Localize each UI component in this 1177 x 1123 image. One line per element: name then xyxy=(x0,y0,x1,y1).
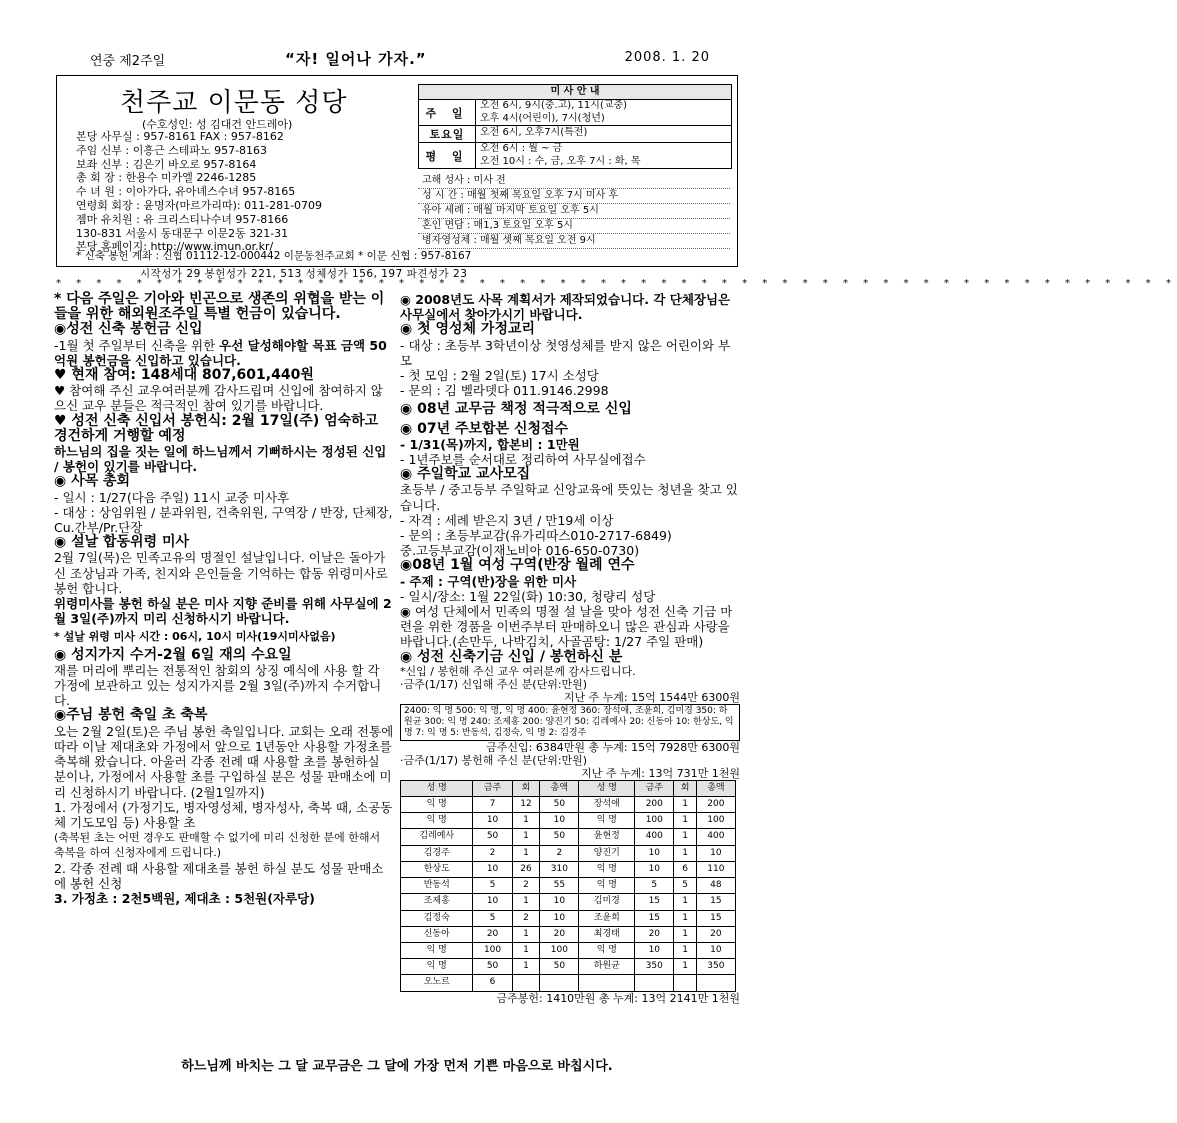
week-label: 연중 제2주일 xyxy=(90,54,166,69)
table-cell: 6 xyxy=(473,975,512,991)
table-cell: 1 xyxy=(674,959,696,975)
table-cell: 1 xyxy=(512,894,540,910)
table-cell: 26 xyxy=(512,861,540,877)
table-cell: 10 xyxy=(635,942,674,958)
table-cell: 200 xyxy=(696,797,735,813)
table-cell: 익 명 xyxy=(401,959,473,975)
donor-thanks: *신입 / 봉헌해 주신 교우 여러분께 감사드립니다. xyxy=(400,664,636,678)
table-cell: 한상도 xyxy=(401,861,473,877)
offering-prev-total: 지난 주 누계: 13억 731만 1천원 xyxy=(581,766,740,780)
table-row xyxy=(401,861,736,877)
mass-row-label: 주 일 xyxy=(419,100,476,125)
table-header-cell: 회 xyxy=(674,780,696,796)
table-cell: 2 xyxy=(512,910,540,926)
info-line: 유아 세례 : 매월 마지막 토요일 오후 5시 xyxy=(418,204,730,219)
table-cell xyxy=(696,975,735,991)
table-cell: 5 xyxy=(635,878,674,894)
table-cell: 조제홍 xyxy=(401,894,473,910)
communion-line: - 문의 : 김 벨라뎃다 011.9146.2998 xyxy=(400,383,609,399)
table-row xyxy=(401,813,736,829)
table-cell: 김미경 xyxy=(579,894,635,910)
table-row xyxy=(401,845,736,861)
table-row xyxy=(401,910,736,926)
table-row xyxy=(401,829,736,845)
table-row xyxy=(401,959,736,975)
table-cell: 신동아 xyxy=(401,926,473,942)
table-cell: 김경주 xyxy=(401,845,473,861)
sacrament-info xyxy=(418,174,730,249)
table-cell: 1 xyxy=(674,942,696,958)
table-cell: 20 xyxy=(540,926,579,942)
teacher-line: 초등부 / 중고등부 주일학교 신앙교육에 뜻있는 청년을 찾고 있습니다. xyxy=(400,482,738,513)
section-heading: ◉주님 봉헌 축일 초 축복 xyxy=(54,707,208,724)
table-cell: 1 xyxy=(674,829,696,845)
table-cell: 400 xyxy=(696,829,735,845)
table-row xyxy=(401,926,736,942)
women-theme: - 주제 : 구역(반)장을 위한 미사 xyxy=(400,573,577,589)
table-cell: 10 xyxy=(540,910,579,926)
table-cell: 1 xyxy=(512,845,540,861)
donor-prev-total: 지난 주 누계: 15억 1544만 6300원 xyxy=(563,690,740,704)
table-cell: 1 xyxy=(512,942,540,958)
teacher-line: - 문의 : 초등부교감(유가리따스010-2717-6849) xyxy=(400,528,672,544)
table-cell: 100 xyxy=(635,813,674,829)
table-cell: 윤현정 xyxy=(579,829,635,845)
table-cell: 50 xyxy=(540,959,579,975)
table-row xyxy=(401,975,736,991)
candle-item: 2. 각종 전례 때 사용할 제대초를 봉헌 하실 분도 성물 판매소에 봉헌 신청 xyxy=(54,860,384,891)
date: 2008. 1. 20 xyxy=(624,50,710,65)
women-sale: ◉ 여성 단체에서 민족의 명절 설 날을 맞아 성전 신축 기금 마련을 위한 경품을 이번주부터 판매하오니 많은 관심과 사랑을 바랍니다.(손만두, 나박김치, 사골곰탕: 1/27 주일 판매) xyxy=(400,604,733,650)
table-cell: 최경태 xyxy=(579,926,635,942)
staff-line: 총 회 장 : 한용수 미카엘 2246-1285 xyxy=(76,171,257,185)
table-cell: 1 xyxy=(674,894,696,910)
table-cell: 1 xyxy=(674,797,696,813)
mass-row-label: 토요일 xyxy=(419,126,476,142)
mass-schedule xyxy=(418,84,732,169)
account-line: * 신축 봉헌 계좌 : 신협 01112-12-000442 이문동천주교회 * 이문 신협 : 957-8167 xyxy=(76,250,472,262)
donor-list: 2400: 익 명 500: 익 명, 익 명 400: 윤현정 360: 장석애, 조윤희, 김미경 350: 하원균 300: 익 명 240: 조제홍 200: 양진기 50: 김레예사 20: 신동아 10: 한상도, 익 명 7: 익 명 5: 반동석, 김정숙, 익 명 2: 김경주 xyxy=(400,704,740,741)
table-cell: 100 xyxy=(696,813,735,829)
table-cell: 10 xyxy=(473,894,512,910)
pledge-hope: 하느님의 집을 짓는 일에 하느님께서 기뻐하시는 정성된 신입 / 봉헌이 있기를 바랍니다. xyxy=(54,444,387,475)
bulletin-line: - 1/31(목)까지, 합본비 : 1만원 xyxy=(400,436,580,452)
donor-week: ·금주(1/17) 신입해 주신 분(단위:만원) xyxy=(400,677,588,691)
bulletin-line: - 1년주보를 순서대로 정리하여 사무실에접수 xyxy=(400,452,646,468)
staff-list xyxy=(76,130,322,254)
table-cell: 1 xyxy=(512,926,540,942)
table-cell: 50 xyxy=(540,829,579,845)
info-line: 성 시 간 : 매월 첫째 목요일 오후 7시 미사 후 xyxy=(418,189,730,204)
table-cell: 하원균 xyxy=(579,959,635,975)
candle-price: 3. 가정초 : 2천5백원, 제대초 : 5천원(자루당) xyxy=(54,890,315,906)
pledge-goal-bold: 우선 달성해야할 목표 금액 50억원 봉헌금을 신입하고 있습니다. xyxy=(54,337,387,368)
table-cell: 1 xyxy=(674,813,696,829)
table-cell: 15 xyxy=(696,894,735,910)
candle-text: 오는 2월 2일(토)은 주님 봉헌 축일입니다. 교회는 오래 전통에 따라 이날 제대초와 가정에서 앞으로 1년동안 사용할 가정초를 축복해 왔습니다. 아울러 각종 전례 때 사용할 초를 봉헌하실 분이나, 가정에서 사용할 초를 구입하실 분은 성물 판매소에 미리 신청하시기 바랍니다. (2월1일까지) xyxy=(54,723,394,800)
table-cell: 200 xyxy=(635,797,674,813)
table-cell: 익 명 xyxy=(579,942,635,958)
candle-item: (축복된 초는 어떤 경우도 판매할 수 없기에 미리 신청한 분에 한해서 축복을 하여 신청자에게 드립니다.) xyxy=(54,831,381,860)
teacher-line: 중.고등부교감(이재노비아 016-650-0730) xyxy=(400,543,640,559)
table-cell: 350 xyxy=(635,959,674,975)
church-title: 천주교 이문동 성당 xyxy=(120,88,348,118)
table-cell: 350 xyxy=(696,959,735,975)
pledge-goal-text: -1월 첫 주일부터 신축을 위한 xyxy=(54,337,220,353)
thanks-text: ♥ 참여해 주신 교우여러분께 감사드립며 신입에 참여하지 않으신 교우 분들은 적극적인 참여 있기를 바랍니다. xyxy=(54,383,383,414)
table-cell: 12 xyxy=(512,797,540,813)
section-heading: ◉ 첫 영성체 가정교리 xyxy=(400,321,536,338)
slogan: “자! 일어나 가자.” xyxy=(285,50,427,68)
table-row xyxy=(401,894,736,910)
staff-line: 연령회 회장 : 윤명자(마르가리따): 011-281-0709 xyxy=(76,198,323,212)
mass-row-label: 평 일 xyxy=(419,143,476,168)
table-row xyxy=(401,878,736,894)
mass-time: 오후 4시(어린이), 7시(청년) xyxy=(480,112,605,124)
table-cell: 2 xyxy=(512,878,540,894)
staff-line: 본당 사무실 : 957-8161 FAX : 957-8162 xyxy=(76,130,284,143)
week-total: 금주신입: 6384만원 총 누계: 15억 7928만 6300원 xyxy=(486,740,740,754)
mass-time: 오전 10시 : 수, 금, 오후 7시 : 화, 목 xyxy=(480,155,641,167)
table-cell: 익 명 xyxy=(579,813,635,829)
table-row xyxy=(401,942,736,958)
pledge-ceremony: ♥ 성전 신축 신입서 봉헌식: 2월 17일(주) 엄숙하고 경건하게 거행할 예정 xyxy=(54,412,379,444)
section-heading: ◉ 08년 교무금 책정 적극적으로 신입 xyxy=(400,401,632,418)
overseas-aid-notice: * 다음 주일은 기아와 빈곤으로 생존의 위협을 받는 이들을 위한 해외원조주일 특별 헌금이 있습니다. xyxy=(54,291,385,323)
section-heading: ◉ 사목 총회 xyxy=(54,473,131,490)
table-cell: 6 xyxy=(674,861,696,877)
mass-row xyxy=(419,143,731,168)
table-cell: 20 xyxy=(473,926,512,942)
right-column xyxy=(400,292,740,1005)
table-cell: 50 xyxy=(540,797,579,813)
table-cell: 5 xyxy=(674,878,696,894)
communion-line: - 대상 : 초등부 3학년이상 첫영성체를 받지 않은 어린이와 부모 xyxy=(400,337,731,368)
table-cell xyxy=(579,975,635,991)
table-header-cell: 금주 xyxy=(635,780,674,796)
staff-line: 젬마 유치원 : 유 크리스티나수녀 957-8166 xyxy=(76,212,289,226)
table-cell: 10 xyxy=(540,813,579,829)
table-cell: 익 명 xyxy=(401,797,473,813)
table-cell: 2 xyxy=(540,845,579,861)
table-body xyxy=(401,797,736,991)
mass-row xyxy=(419,100,731,126)
offering-week: ·금주(1/17) 봉헌해 주신 분(단위:만원) xyxy=(400,753,588,767)
table-cell: 1 xyxy=(674,910,696,926)
info-line: 고해 성사 : 미사 전 xyxy=(418,174,730,189)
assembly-line: - 대상 : 상임위원 / 분과위원, 건축위원, 구역장 / 반장, 단체장, Cu.간부/Pr.단장 xyxy=(54,504,393,536)
staff-line: 보좌 신부 : 김은기 바오로 957-8164 xyxy=(76,157,257,171)
table-cell: 익 명 xyxy=(401,942,473,958)
footer-message: 하느님께 바치는 그 달 교무금은 그 달에 가장 먼저 기쁜 마음으로 바칩시다. xyxy=(181,1059,613,1074)
table-cell: 1 xyxy=(512,829,540,845)
mass-time: 오전 6시, 오후7시(특전) xyxy=(480,127,588,138)
table-cell: 50 xyxy=(473,959,512,975)
table-cell: 10 xyxy=(473,813,512,829)
table-cell: 50 xyxy=(473,829,512,845)
table-header-cell: 총액 xyxy=(540,780,579,796)
table-cell: 익 명 xyxy=(401,813,473,829)
offering-table xyxy=(400,780,736,992)
table-cell: 110 xyxy=(696,861,735,877)
table-cell: 400 xyxy=(635,829,674,845)
section-heading: ◉ 성지가지 수거-2월 6일 재의 수요일 xyxy=(54,646,292,663)
table-header-cell: 총액 xyxy=(696,780,735,796)
table-cell: 310 xyxy=(540,861,579,877)
offering-total: 금주봉헌: 1410만원 총 누계: 13억 2141만 1천원 xyxy=(496,991,740,1005)
table-cell: 55 xyxy=(540,878,579,894)
table-cell: 익 명 xyxy=(579,878,635,894)
table-cell: 1 xyxy=(512,813,540,829)
table-header-cell: 성 명 xyxy=(579,780,635,796)
women-date: - 일시/장소: 1월 22일(화) 10:30, 청량리 성당 xyxy=(400,588,656,604)
table-cell: 10 xyxy=(540,894,579,910)
current-participation: ♥ 현재 참여: 148세대 807,601,440원 xyxy=(54,367,314,384)
table-cell: 10 xyxy=(696,845,735,861)
table-cell: 1 xyxy=(512,959,540,975)
staff-line: 수 녀 원 : 이아가다, 유아녜스수녀 957-8165 xyxy=(76,185,296,199)
hymn-numbers: 시작성가 29 봉헌성가 221, 513 성체성가 156, 197 파견성가 23 xyxy=(140,268,468,280)
section-heading: ◉ 성전 신축기금 신입 / 봉헌하신 분 xyxy=(400,648,623,665)
table-cell: 100 xyxy=(540,942,579,958)
table-cell xyxy=(512,975,540,991)
table-cell xyxy=(674,975,696,991)
lunar-mass-text: 2월 7일(목)은 민족고유의 명절인 설날입니다. 이날은 돌아가신 조상님과 가족, 친지와 은인들을 기억하는 합동 위령미사로 봉헌 합니다. xyxy=(54,550,388,596)
table-header-cell: 금주 xyxy=(473,780,512,796)
table-cell: 오노르 xyxy=(401,975,473,991)
mass-time: 오전 6시, 9시(중.고), 11시(교중) xyxy=(480,100,628,111)
table-cell: 10 xyxy=(696,942,735,958)
patron: (수호성인: 성 김대건 안드레아) xyxy=(142,118,293,131)
pledge-goal xyxy=(54,338,394,368)
table-cell: 양진기 xyxy=(579,845,635,861)
table-header xyxy=(401,780,736,796)
table-cell: 48 xyxy=(696,878,735,894)
plan-notice: ◉ 2008년도 사목 계획서가 제작되었습니다. 각 단체장님은 사무실에서 찾아가시기 바랍니다. xyxy=(400,292,731,323)
table-cell xyxy=(635,975,674,991)
mass-title: 미 사 안 내 xyxy=(419,85,731,100)
table-cell: 20 xyxy=(635,926,674,942)
left-column xyxy=(54,292,394,906)
teacher-line: - 자격 : 세례 받은지 3년 / 만19세 이상 xyxy=(400,512,614,528)
table-cell: 5 xyxy=(473,910,512,926)
table-cell: 20 xyxy=(696,926,735,942)
section-heading: ◉ 주일학교 교사모집 xyxy=(400,466,531,483)
table-cell: 15 xyxy=(696,910,735,926)
staff-line: 주임 신부 : 이흥근 스테파노 957-8163 xyxy=(76,143,268,157)
section-heading: ◉ 07년 주보합본 신청접수 xyxy=(400,420,569,437)
assembly-line: - 일시 : 1/27(다음 주일) 11시 교중 미사후 xyxy=(54,489,290,505)
table-cell: 2 xyxy=(473,845,512,861)
staff-line: 130-831 서울시 동대문구 이문2동 321-31 xyxy=(76,226,289,240)
table-cell: 10 xyxy=(635,845,674,861)
table-cell: 10 xyxy=(635,861,674,877)
mass-time: 오전 6시 : 월 ~ 금 xyxy=(480,143,563,154)
table-cell: 10 xyxy=(473,861,512,877)
table-cell: 익 명 xyxy=(579,861,635,877)
star-divider: * * * * * * * * * * * * * * * * * * * * * * * * * * * * * * * * * * * * * * * * * * * * * * * * * * * * * * * * xyxy=(56,278,1177,289)
table-cell: 15 xyxy=(635,910,674,926)
table-cell: 김레예사 xyxy=(401,829,473,845)
communion-line: - 첫 모임 : 2월 2일(토) 17시 소성당 xyxy=(400,368,599,384)
info-line: 병자영성체 : 매월 셋째 목요일 오전 9시 xyxy=(418,234,730,249)
table-header-cell: 회 xyxy=(512,780,540,796)
table-header-cell: 성 명 xyxy=(401,780,473,796)
table-row xyxy=(401,797,736,813)
section-heading: ◉ 설날 합동위령 미사 xyxy=(54,534,190,551)
homepage-link[interactable]: 본당 홈페이지: http://www.imun.or.kr/ xyxy=(76,240,274,254)
table-cell: 7 xyxy=(473,797,512,813)
candle-item: 1. 가정에서 (가정기도, 병자영성체, 병자성사, 축복 때, 소공동체 기도모임 등) 사용할 초 xyxy=(54,799,393,830)
table-cell: 1 xyxy=(674,926,696,942)
mass-row xyxy=(419,126,731,143)
section-heading: ◉성전 신축 봉헌금 신입 xyxy=(54,321,203,338)
table-cell: 김정숙 xyxy=(401,910,473,926)
lunar-mass-apply: 위령미사를 봉헌 하실 분은 미사 지향 준비를 위해 사무실에 2월 3일(주)까지 미리 신청하시기 바랍니다. xyxy=(54,596,392,627)
palm-text: 재를 머리에 뿌리는 전통적인 참회의 상징 예식에 사용 할 각 가정에 보관하고 있는 성지가지를 2월 3일(주)까지 수거합니다. xyxy=(54,662,382,709)
table-cell: 5 xyxy=(473,878,512,894)
table-cell: 100 xyxy=(473,942,512,958)
table-cell xyxy=(540,975,579,991)
lunar-mass-times: * 설날 위령 미사 시간 : 06시, 10시 미사(19시미사없음) xyxy=(54,629,394,644)
table-cell: 15 xyxy=(635,894,674,910)
table-cell: 반동석 xyxy=(401,878,473,894)
table-cell: 장석애 xyxy=(579,797,635,813)
table-cell: 조윤희 xyxy=(579,910,635,926)
info-line: 혼인 면담 : 매1,3 토요일 오후 5시 xyxy=(418,219,730,234)
section-heading: ◉08년 1월 여성 구역(반장 월례 연수 xyxy=(400,557,635,574)
table-cell: 1 xyxy=(674,845,696,861)
